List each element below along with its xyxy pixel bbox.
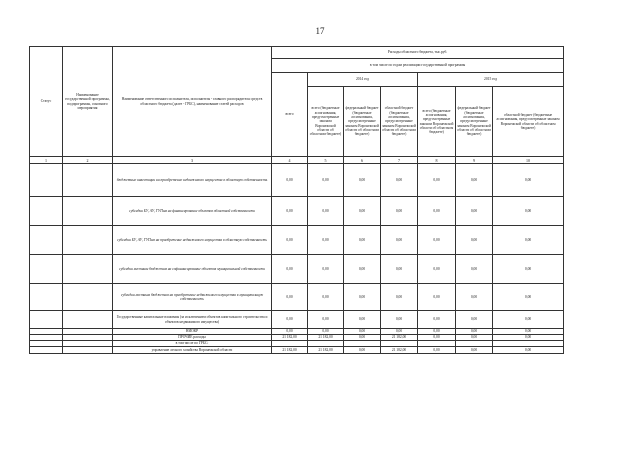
value-cell: 0,00 (418, 311, 456, 329)
value-cell: 0,00 (381, 255, 418, 284)
value-cell: 0,00 (272, 197, 308, 226)
value-cell: 0,00 (381, 197, 418, 226)
value-cell: 0,00 (381, 329, 418, 335)
row-label: субсидии местным бюджетам на приобретение недвижимого имущества в муниципальную собственность (113, 284, 272, 311)
table-row (30, 226, 564, 255)
row-label: НИОКР (113, 329, 272, 335)
value-cell: 0,00 (308, 197, 344, 226)
value-cell: 0,00 (418, 255, 456, 284)
value-cell: 21 182,00 (381, 347, 418, 354)
header-program-name: Наименование государственной программы, подпрограммы, основного мероприятия (63, 47, 113, 157)
col-number: 6 (344, 157, 381, 164)
header-regional-2014: областной бюджет (бюджетные ассигнования, предусмотренные законом Воронежской области об областном бюджете) (381, 87, 418, 157)
value-cell: 0,00 (418, 226, 456, 255)
value-cell: 0,00 (456, 329, 493, 335)
col-number: 4 (272, 157, 308, 164)
value-cell: 0,00 (456, 284, 493, 311)
header-total-2014: всего (бюджетные ассигнования, предусмотренные законом Воронежской области об областном бюджете) (308, 87, 344, 157)
value-cell: 0,00 (493, 329, 564, 335)
value-cell: 0,00 (418, 347, 456, 354)
value-cell: 0,00 (493, 335, 564, 341)
program-cell (63, 164, 113, 197)
value-cell: 0,00 (344, 197, 381, 226)
header-federal-2014: федеральный бюджет (бюджетные ассигнования, предусмотренные законом Воронежской области об областном бюджете) (344, 87, 381, 157)
col-number: 10 (493, 157, 564, 164)
value-cell: 0,00 (493, 226, 564, 255)
row-label: управление лесного хозяйства Воронежской области (113, 347, 272, 354)
value-cell: 0,00 (493, 284, 564, 311)
value-cell: 0,00 (381, 284, 418, 311)
program-cell (63, 226, 113, 255)
value-cell: 21 182,00 (272, 347, 308, 354)
status-cell (30, 284, 63, 311)
value-cell: 0,00 (418, 284, 456, 311)
value-cell: 0,00 (418, 197, 456, 226)
value-cell: 0,00 (344, 284, 381, 311)
row-label: Государственные капитальные вложения (за исключением объектов капитального строительства и объектов недвижимого имущества) (113, 311, 272, 329)
value-cell: 0,00 (456, 335, 493, 341)
value-cell: 0,00 (308, 329, 344, 335)
status-cell (30, 255, 63, 284)
table-row (30, 311, 564, 329)
value-cell: 0,00 (344, 226, 381, 255)
value-cell: 21 182,00 (381, 335, 418, 341)
value-cell: 0,00 (308, 255, 344, 284)
value-cell: 0,00 (308, 164, 344, 197)
status-cell (30, 164, 63, 197)
header-executor: Наименование ответственного исполнителя, исполнителя - главного распорядителя средств областного бюджета (далее - ГРБС), наименование статей расходов (113, 47, 272, 157)
value-cell: 21 182,00 (272, 335, 308, 341)
header-by-years: в том числе по годам реализации государственной программы (272, 59, 564, 73)
value-cell: 0,00 (493, 311, 564, 329)
value-cell: 0,00 (418, 335, 456, 341)
value-cell: 0,00 (456, 347, 493, 354)
program-cell (63, 197, 113, 226)
header-year-2014: 2014 год (308, 73, 418, 87)
value-cell: 0,00 (272, 164, 308, 197)
value-cell: 0,00 (272, 255, 308, 284)
row-label: субсидии БУ, АУ, ГУПам на приобретение недвижимого имущества в областную собственность (113, 226, 272, 255)
table-row (30, 347, 564, 354)
value-cell: 0,00 (344, 347, 381, 354)
value-cell: 0,00 (272, 329, 308, 335)
program-cell (63, 284, 113, 311)
row-label: субсидии местным бюджетам на софинансирование объектов муниципальной собственности (113, 255, 272, 284)
program-cell (63, 311, 113, 329)
value-cell: 21 182,00 (308, 347, 344, 354)
row-label: в том числе по ГРБС: (113, 341, 272, 347)
col-number: 2 (63, 157, 113, 164)
table-row (30, 255, 564, 284)
value-cell: 0,00 (344, 329, 381, 335)
value-cell: 0,00 (456, 255, 493, 284)
header-total-2015: всего (бюджетные ассигнования, предусмотренные законом Воронежской области об областном бюджете) (418, 87, 456, 157)
value-cell: 0,00 (418, 329, 456, 335)
budget-table (29, 46, 564, 354)
value-cell: 0,00 (456, 164, 493, 197)
value-cell: 0,00 (308, 311, 344, 329)
value-cell: 0,00 (381, 311, 418, 329)
value-cell: 0,00 (456, 226, 493, 255)
col-number: 3 (113, 157, 272, 164)
row-label: бюджетные инвестиции на приобретение недвижимого имущества в областную собственность (113, 164, 272, 197)
value-cell: 0,00 (456, 311, 493, 329)
col-number: 8 (418, 157, 456, 164)
row-label: субсидии БУ, АУ, ГУПам на финансирование объектов областной собственности (113, 197, 272, 226)
value-cell: 0,00 (493, 347, 564, 354)
value-cell: 0,00 (493, 164, 564, 197)
col-number: 1 (30, 157, 63, 164)
value-cell: 0,00 (308, 226, 344, 255)
row-label: ПРОЧИЕ расходы (113, 335, 272, 341)
value-cell: 0,00 (272, 284, 308, 311)
status-cell (30, 197, 63, 226)
value-cell: 0,00 (344, 255, 381, 284)
header-expenses: Расходы областного бюджета, тыс.руб. (272, 47, 564, 59)
value-cell: 0,00 (493, 255, 564, 284)
col-number: 7 (381, 157, 418, 164)
header-year-2015: 2015 год (418, 73, 564, 87)
value-cell: 0,00 (493, 197, 564, 226)
table-row (30, 164, 564, 197)
status-cell (30, 311, 63, 329)
value-cell: 21 182,00 (308, 335, 344, 341)
col-number: 9 (456, 157, 493, 164)
value-cell: 0,00 (344, 164, 381, 197)
page-number: 17 (315, 26, 325, 36)
value-cell: 0,00 (272, 311, 308, 329)
value-cell: 0,00 (308, 284, 344, 311)
value-cell: 0,00 (344, 335, 381, 341)
status-cell (30, 226, 63, 255)
value-cell: 0,00 (418, 164, 456, 197)
value-cell: 0,00 (344, 311, 381, 329)
col-number: 5 (308, 157, 344, 164)
value-cell: 0,00 (381, 164, 418, 197)
header-status: Статус (30, 47, 63, 157)
header-total: всего (272, 73, 308, 157)
header-regional-2015: областной бюджет (бюджетные ассигнования, предусмотренные законом Воронежской области об областном бюджете) (493, 87, 564, 157)
value-cell: 0,00 (456, 197, 493, 226)
header-federal-2015: федеральный бюджет (бюджетные ассигнования, предусмотренные законом Воронежской области об областном бюджете) (456, 87, 493, 157)
program-cell (63, 347, 113, 354)
status-cell (30, 347, 63, 354)
value-cell: 0,00 (272, 226, 308, 255)
value-cell: 0,00 (381, 226, 418, 255)
program-cell (63, 255, 113, 284)
table-row (30, 197, 564, 226)
table-row (30, 284, 564, 311)
